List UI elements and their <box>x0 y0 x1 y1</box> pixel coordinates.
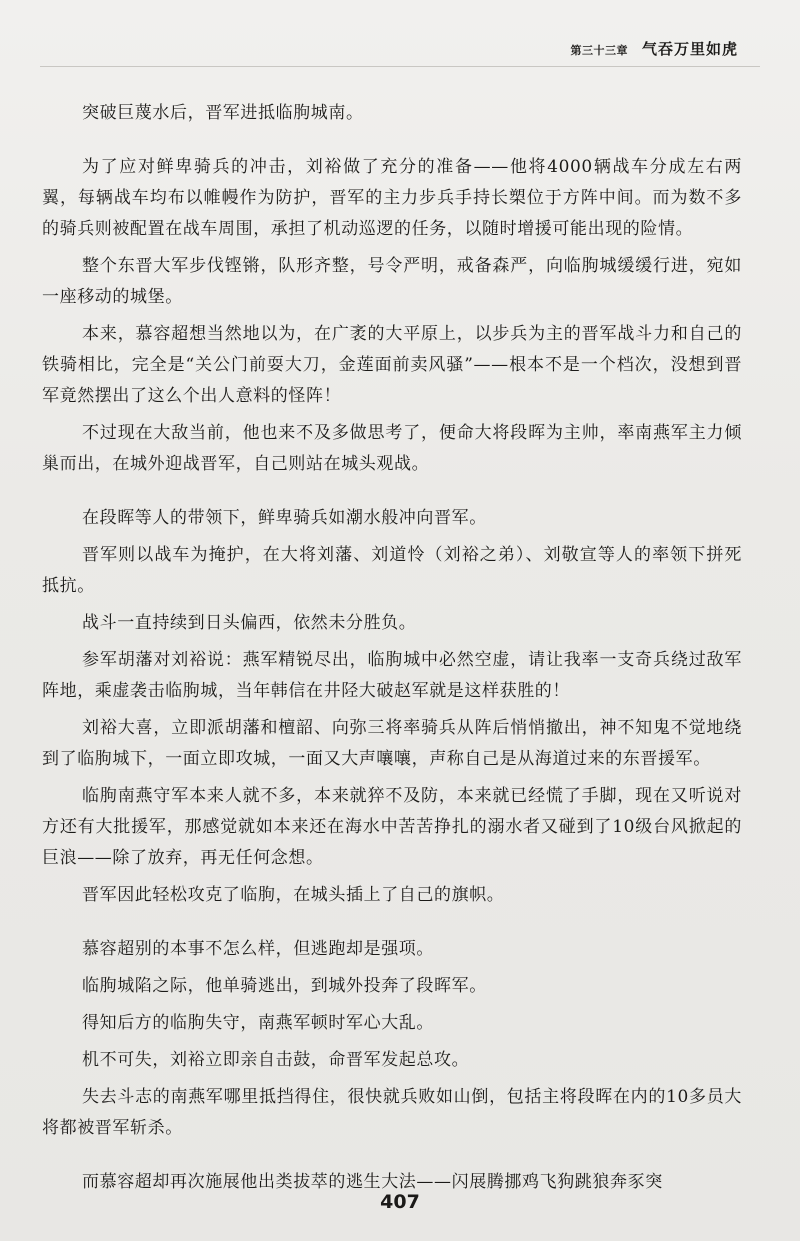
paragraph: 临朐南燕守军本来人就不多，本来就猝不及防，本来就已经慌了手脚，现在又听说对方还有大批援军，那感觉就如本来还在海水中苦苦挣扎的溺水者又碰到了10级台风掀起的巨浪——除了放弃，再无任何念想。 <box>42 786 742 868</box>
paragraph: 突破巨蔑水后，晋军进抵临朐城南。 <box>82 103 364 123</box>
paragraph: 为了应对鲜卑骑兵的冲击，刘裕做了充分的准备——他将4000辆战车分成左右两翼，每辆战车均布以帷幔作为防护，晋军的主力步兵手持长槊位于方阵中间。而为数不多的骑兵则被配置在战车周围，承担了机动巡逻的任务，以随时增援可能出现的险情。 <box>42 157 742 239</box>
paragraph: 在段晖等人的带领下，鲜卑骑兵如潮水般冲向晋军。 <box>82 508 487 528</box>
paragraph: 不过现在大敌当前，他也来不及多做思考了，便命大将段晖为主帅，率南燕军主力倾巢而出，在城外迎战晋军，自己则站在城头观战。 <box>42 423 742 474</box>
paragraph: 战斗一直持续到日头偏西，依然未分胜负。 <box>82 613 417 633</box>
body-text <box>42 98 742 1204</box>
paragraph: 得知后方的临朐失守，南燕军顿时军心大乱。 <box>82 1013 434 1033</box>
paragraph: 失去斗志的南燕军哪里抵挡得住，很快就兵败如山倒，包括主将段晖在内的10多员大将都被晋军斩杀。 <box>42 1087 742 1138</box>
page-number: 407 <box>380 1191 420 1213</box>
paragraph: 临朐城陷之际，他单骑逃出，到城外投奔了段晖军。 <box>82 976 487 996</box>
chapter-label: 第三十三章 <box>570 44 628 57</box>
paragraph: 而慕容超却再次施展他出类拔萃的逃生大法——闪展腾挪鸡飞狗跳狼奔豕突 <box>82 1172 663 1192</box>
running-header <box>570 38 738 59</box>
paragraph: 参军胡藩对刘裕说：燕军精锐尽出，临朐城中必然空虚，请让我率一支奇兵绕过敌军阵地，乘虚袭击临朐城，当年韩信在井陉大破赵军就是这样获胜的！ <box>42 650 742 701</box>
paragraph: 晋军则以战车为掩护，在大将刘藩、刘道怜（刘裕之弟）、刘敬宣等人的率领下拼死抵抗。 <box>42 545 742 596</box>
paragraph: 刘裕大喜，立即派胡藩和檀韶、向弥三将率骑兵从阵后悄悄撤出，神不知鬼不觉地绕到了临朐城下，一面立即攻城，一面又大声嚷嚷，声称自己是从海道过来的东晋援军。 <box>42 718 742 769</box>
chapter-title: 气吞万里如虎 <box>641 40 738 58</box>
paragraph: 本来，慕容超想当然地以为，在广袤的大平原上，以步兵为主的晋军战斗力和自己的铁骑相比，完全是“关公门前耍大刀，金莲面前卖风骚”——根本不是一个档次，没想到晋军竟然摆出了这么个出人意料的怪阵！ <box>42 324 742 406</box>
paragraph: 慕容超别的本事不怎么样，但逃跑却是强项。 <box>82 939 434 959</box>
paragraph: 机不可失，刘裕立即亲自击鼓，命晋军发起总攻。 <box>82 1050 470 1070</box>
paragraph: 整个东晋大军步伐铿锵，队形齐整，号令严明，戒备森严，向临朐城缓缓行进，宛如一座移动的城堡。 <box>42 256 742 307</box>
header-divider <box>40 66 760 67</box>
paragraph: 晋军因此轻松攻克了临朐，在城头插上了自己的旗帜。 <box>82 885 505 905</box>
